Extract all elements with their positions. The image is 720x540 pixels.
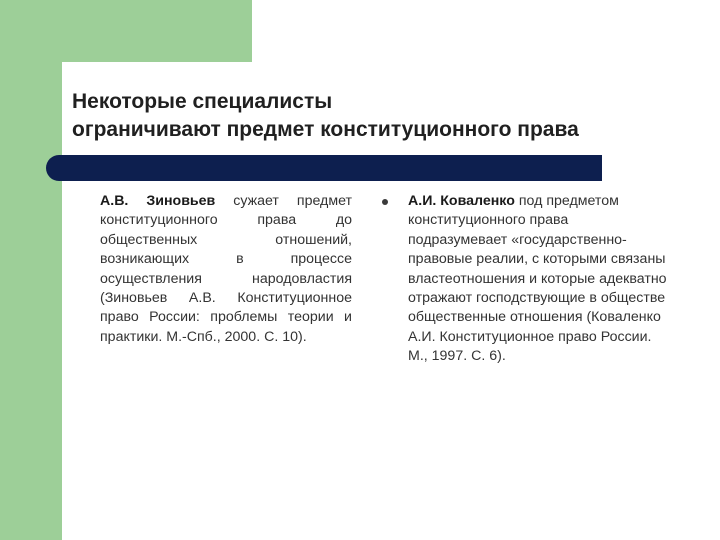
right-body-text: под предметом конституционного права подразумевает «государственно-правовые реалии, с которыми связаны властеотношения и которые адекватно отражают господствующие в обществе общественные отношения (Коваленко А.И. Конституционное право России. М., 1997. С. 6). [408, 193, 667, 365]
left-text-block [100, 192, 352, 347]
decorative-green-strip-left [0, 0, 62, 540]
left-body-text: сужает предмет конституционного права до общественных отношений, возникающих в процессе осуществления народовластия (Зиновьев А.В. Конституционное право России: проблемы теории и практики. М.-Спб., 2000. С. 10). [100, 193, 352, 345]
right-author-name: А.И. Коваленко [408, 193, 515, 209]
bullet-dot-icon [382, 199, 388, 205]
left-author-name: А.В. Зиновьев [100, 193, 216, 209]
right-text-block [408, 192, 668, 367]
slide-title [72, 88, 682, 144]
slide-title-line-2: ограничивают предмет конституционного права [72, 118, 579, 141]
slide-title-line-1: Некоторые специалисты [72, 90, 333, 113]
title-underline-bar [46, 155, 602, 181]
